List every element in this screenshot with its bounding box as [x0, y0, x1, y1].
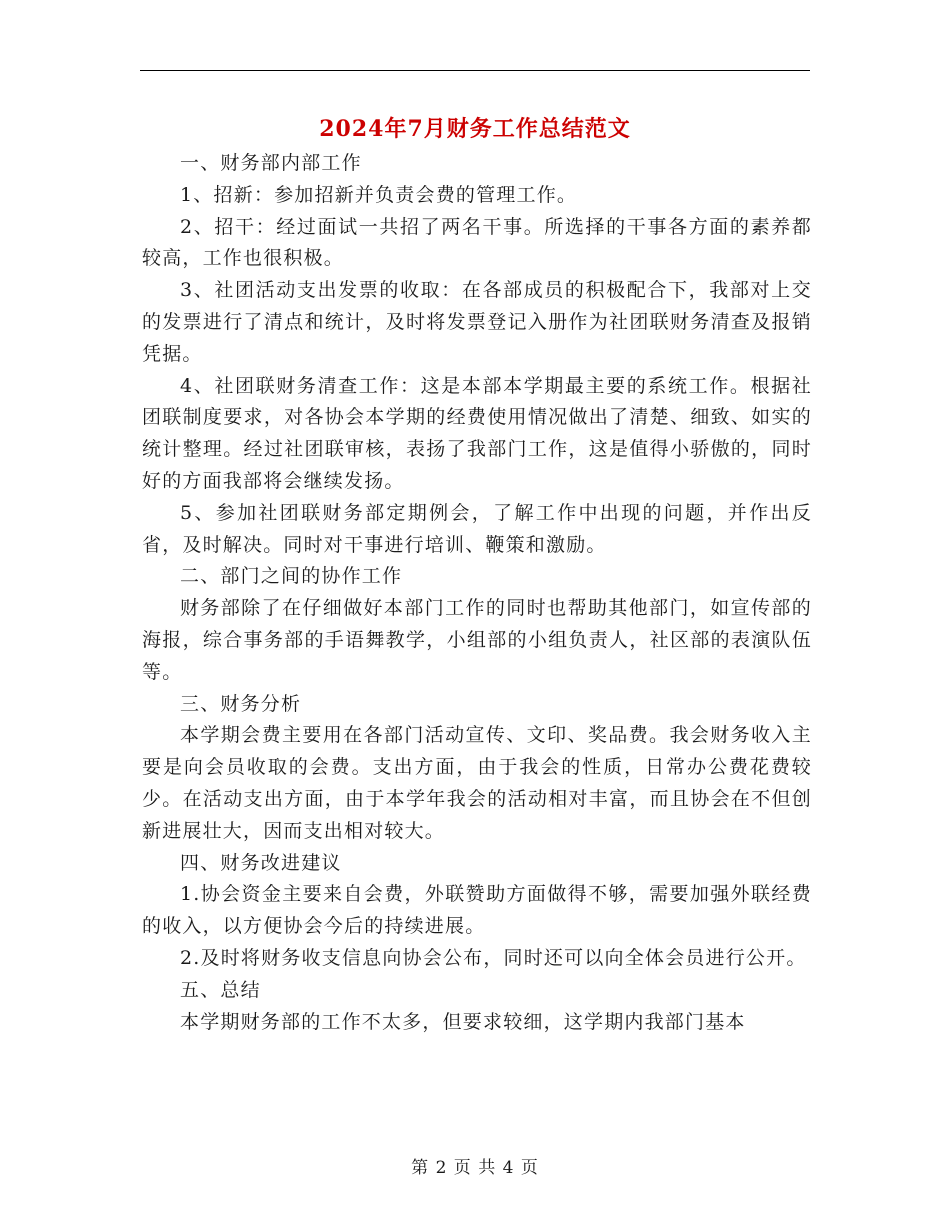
body-paragraph: 5、参加社团联财务部定期例会，了解工作中出现的问题，并作出反省，及时解决。同时对干事进行培训、鞭策和激励。 — [142, 501, 812, 556]
document-title: 2024年7月财务工作总结范文 — [319, 116, 631, 142]
body-paragraph: 财务部除了在仔细做好本部门工作的同时也帮助其他部门，如宣传部的海报，综合事务部的手语舞教学，小组部的小组负责人，社区部的表演队伍等。 — [142, 597, 812, 683]
body-paragraph: 1、招新：参加招新并负责会费的管理工作。 — [180, 183, 578, 206]
body-paragraph: 2.及时将财务收支信息向协会公布，同时还可以向全体会员进行公开。 — [180, 946, 807, 969]
section-heading: 五、总结 — [180, 978, 261, 1001]
header-rule — [140, 70, 810, 71]
body-paragraph: 2、招干：经过面试一共招了两名干事。所选择的干事各方面的素养都较高，工作也很积极。 — [142, 215, 812, 270]
body-paragraph: 4、社团联财务清查工作：这是本部本学期最主要的系统工作。根据社团联制度要求，对各协会本学期的经费使用情况做出了清楚、细致、如实的统计整理。经过社团联审核，表扬了我部门工作，这是值得小骄傲的，同时好的方面我部将会继续发扬。 — [142, 374, 812, 492]
body-paragraph: 3、社团活动支出发票的收取：在各部成员的积极配合下，我部对上交的发票进行了清点和统计，及时将发票登记入册作为社团联财务清查及报销凭据。 — [142, 279, 812, 365]
body-paragraph: 1.协会资金主要来自会费，外联赞助方面做得不够，需要加强外联经费的收入，以方便协会今后的持续进展。 — [142, 883, 812, 938]
section-heading: 二、部门之间的协作工作 — [180, 565, 403, 588]
section-heading: 一、财务部内部工作 — [180, 152, 362, 174]
body-paragraph: 本学期会费主要用在各部门活动宣传、文印、奖品费。我会财务收入主要是向会员收取的会费。支出方面，由于我会的性质，日常办公费花费较少。在活动支出方面，由于本学年我会的活动相对丰富，而且协会在不但创新进展壮大，因而支出相对较大。 — [142, 724, 812, 842]
page-number-footer: 第 2 页 共 4 页 — [411, 1158, 539, 1178]
body-paragraph: 本学期财务部的工作不太多，但要求较细，这学期内我部门基本 — [180, 1010, 746, 1033]
document-body — [142, 148, 812, 1038]
section-heading: 三、财务分析 — [180, 692, 302, 715]
section-heading: 四、财务改进建议 — [180, 851, 342, 874]
